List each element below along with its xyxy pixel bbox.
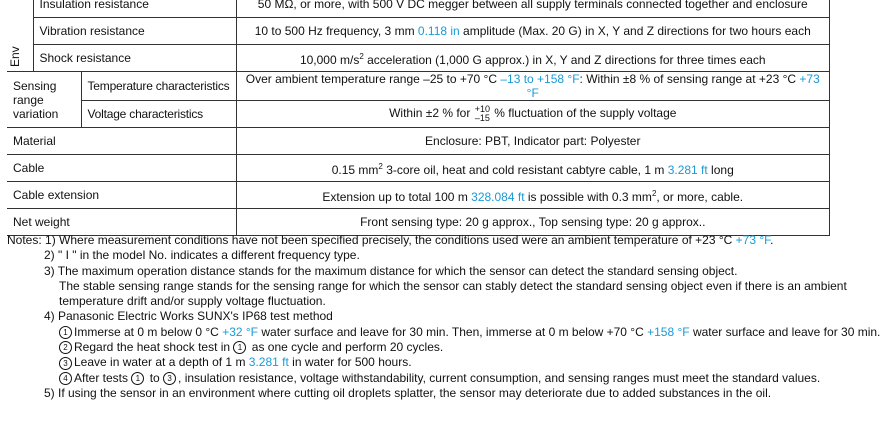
circled-number-icon: 3	[59, 357, 72, 370]
notes-section	[7, 233, 880, 401]
note-1: Notes: 1) Where measurement conditions have not been specified precisely, the conditions used were an ambient temperature of +23 °C +73 °F.	[7, 233, 774, 247]
table-row	[7, 101, 830, 128]
cable-label: Cable	[7, 155, 236, 182]
note-4-step-1: 1 Immerse at 0 m below 0 °C +32 °F water surface and leave for 30 min. Then, immerse at 0 m below +70 °C +158 °F water surface and leave for 30 min.	[7, 325, 827, 340]
table-row	[7, 182, 830, 209]
table-row	[7, 18, 830, 45]
vibration-label: Vibration resistance	[33, 18, 236, 45]
cable-value: 0.15 $mm^2$ 3-core oil, heat and cold resistant cabtyre cable, 1 m 3.281 ft long	[236, 155, 830, 182]
circled-number-icon: 3	[163, 372, 176, 385]
note-3-line-2: The stable sensing range stands for the sensing range for which the sensor can stably detect the standard sensing object even if there is an ambient	[59, 278, 847, 293]
sensing-range-variation-label: Sensing range variation	[7, 72, 81, 128]
net-weight-value: Front sensing type: 20 g approx., Top sensing type: 20 g approx..	[236, 209, 830, 236]
circled-number-icon: 1	[59, 326, 72, 339]
table-row	[7, 0, 830, 18]
voltage-characteristics-value: Within ±2 % for +10 –15 % fluctuation of the supply voltage	[236, 101, 830, 128]
circled-number-icon: 1	[233, 341, 246, 354]
voltage-characteristics-label: Voltage characteristics	[81, 101, 236, 128]
table-row	[7, 209, 830, 236]
vibration-value: 10 to 500 Hz frequency, 3 mm 0.118 in amplitude (Max. 20 G) in X, Y and Z directions for two hours each	[236, 18, 830, 45]
note-4-step-4: 4 After tests 1 to 3 , insulation resistance, voltage withstandability, current consumption, and sensing ranges must meet the standard values.	[7, 371, 827, 386]
insulation-value: 50 MΩ, or more, with 500 V DC megger between all supply terminals connected together and enclosure	[236, 0, 830, 18]
temperature-characteristics-value: Over ambient temperature range –25 to +70 °C –13 to +158 °F: Within ±8 % of sensing range at +23 °C +73 °F	[236, 72, 830, 101]
net-weight-label: Net weight	[7, 209, 236, 236]
note-4: 4) Panasonic Electric Works SUNX's IP68 test method	[44, 309, 333, 324]
circled-number-icon: 4	[59, 372, 72, 385]
note-4-step-2: 2 Regard the heat shock test in 1 as one cycle and perform 20 cycles.	[7, 340, 827, 355]
insulation-label: Insulation resistance	[33, 0, 236, 18]
note-3-line-3: temperature drift and/or supply voltage fluctuation.	[59, 294, 326, 309]
note-5: 5) If using the sensor in an environment where cutting oil droplets splatter, the sensor may deteriorate due to added substances in the oil.	[44, 385, 772, 400]
specifications-table	[7, 0, 830, 236]
material-value: Enclosure: PBT, Indicator part: Polyester	[236, 128, 830, 155]
table-row	[7, 45, 830, 72]
circled-number-icon: 1	[131, 372, 144, 385]
shock-label: Shock resistance	[33, 45, 236, 72]
temperature-characteristics-label: Temperature characteristics	[81, 72, 236, 101]
cable-extension-label: Cable extension	[7, 182, 236, 209]
environment-group-label: Env	[7, 0, 33, 72]
shock-value: 10,000 $m/s^2$ acceleration (1,000 G approx.) in X, Y and Z directions for three times each	[236, 45, 830, 72]
material-label: Material	[7, 128, 236, 155]
table-row	[7, 128, 830, 155]
cable-extension-value: Extension up to total 100 m 328.084 ft is possible with 0.3 $mm^2$, or more, cable.	[236, 182, 830, 209]
spec-table-area	[0, 0, 830, 229]
note-2: 2) " I " in the model No. indicates a different frequency type.	[44, 248, 360, 263]
note-3: 3) The maximum operation distance stands for the maximum distance for which the sensor can detect the standard sensing object.	[44, 263, 738, 278]
table-row	[7, 155, 830, 182]
table-row	[7, 72, 830, 101]
circled-number-icon: 2	[59, 341, 72, 354]
note-4-step-3: 3 Leave in water at a depth of 1 m 3.281 ft in water for 500 hours.	[7, 355, 827, 370]
